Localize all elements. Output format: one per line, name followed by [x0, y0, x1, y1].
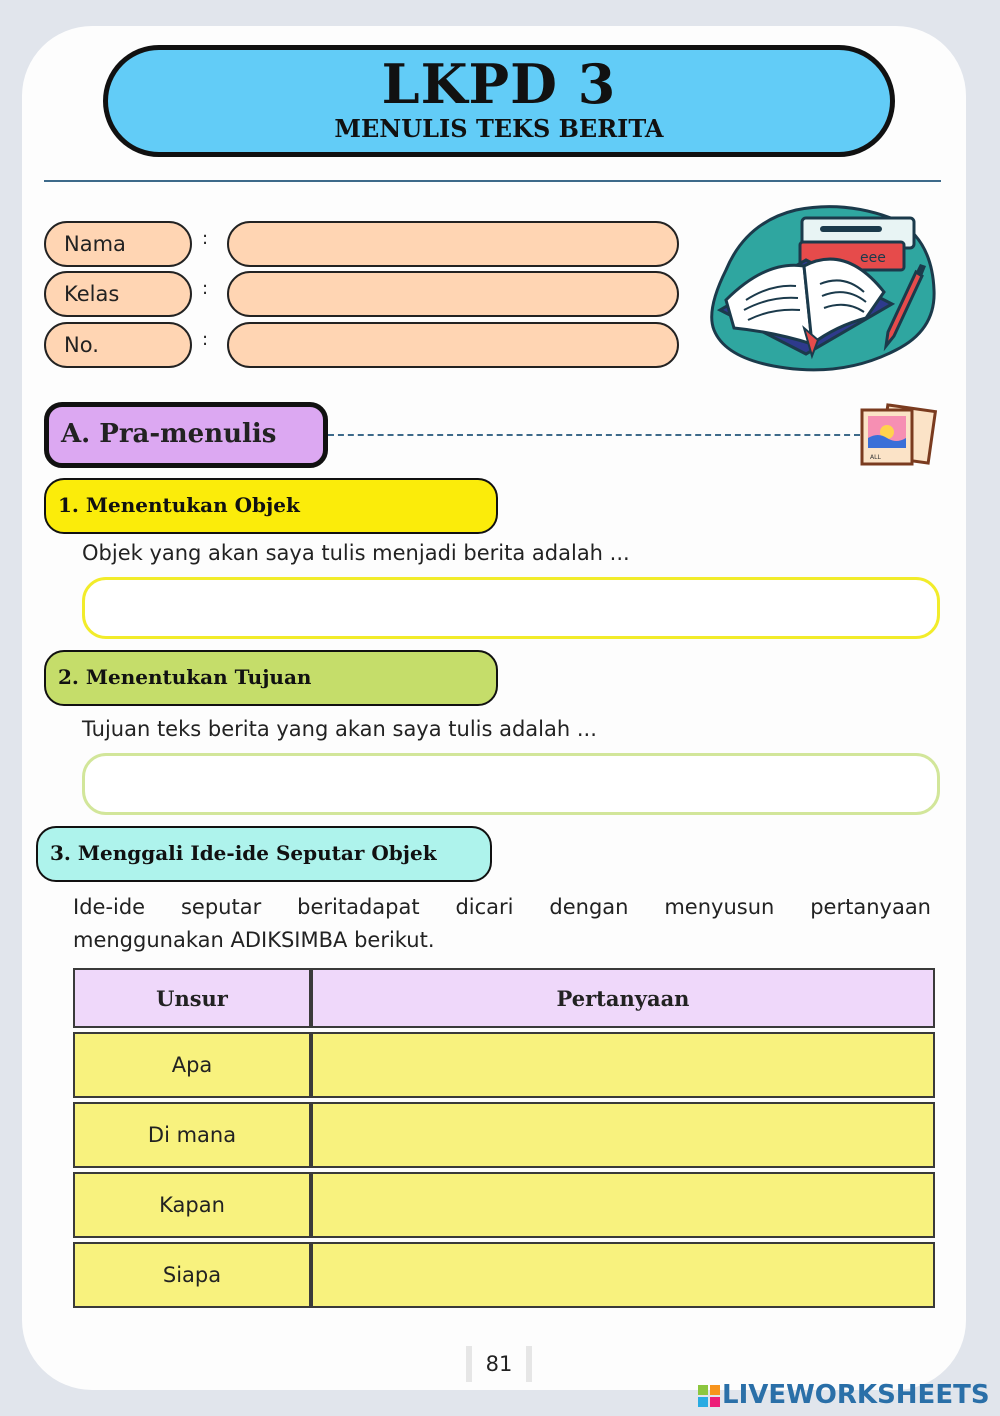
- table-header-row: [73, 968, 935, 1028]
- kelas-colon: :: [202, 278, 209, 299]
- worksheet-title: LKPD 3: [381, 52, 617, 116]
- unsur-cell: Apa: [73, 1032, 311, 1098]
- table-row: [73, 1102, 935, 1168]
- nama-label: Nama: [44, 221, 192, 267]
- section-a-heading: A. Pra-menulis: [44, 402, 328, 468]
- dashed-divider: [328, 434, 860, 436]
- photo-frames-icon: [856, 402, 938, 470]
- step3-paragraph-line2: menggunakan ADIKSIMBA berikut.: [73, 928, 435, 952]
- nama-field[interactable]: [227, 221, 679, 267]
- worksheet-subtitle: MENULIS TEKS BERITA: [334, 114, 664, 143]
- adiksimba-table: [73, 964, 935, 1312]
- books-pencil-icon: [696, 200, 942, 376]
- column-header-pertanyaan: Pertanyaan: [311, 968, 935, 1028]
- title-banner: [103, 45, 895, 157]
- table-row: [73, 1242, 935, 1308]
- step2-heading: 2. Menentukan Tujuan: [44, 650, 498, 706]
- pertanyaan-cell[interactable]: [311, 1032, 935, 1098]
- no-field[interactable]: [227, 322, 679, 368]
- nama-colon: :: [202, 228, 209, 249]
- unsur-cell: Siapa: [73, 1242, 311, 1308]
- pertanyaan-cell[interactable]: [311, 1242, 935, 1308]
- step1-heading: 1. Menentukan Objek: [44, 478, 498, 534]
- kelas-label: Kelas: [44, 271, 192, 317]
- step2-answer-field[interactable]: [82, 753, 940, 815]
- step2-prompt: Tujuan teks berita yang akan saya tulis adalah ...: [82, 717, 597, 741]
- kelas-field[interactable]: [227, 271, 679, 317]
- unsur-cell: Di mana: [73, 1102, 311, 1168]
- watermark[interactable]: LIVEWORKSHEETS: [722, 1380, 990, 1410]
- table-row: [73, 1172, 935, 1238]
- no-colon: :: [202, 329, 209, 350]
- step3-heading: 3. Menggali Ide-ide Seputar Objek: [36, 826, 492, 882]
- pertanyaan-cell[interactable]: [311, 1102, 935, 1168]
- page-number: 81: [466, 1346, 532, 1382]
- svg-text:eee: eee: [860, 250, 886, 266]
- column-header-unsur: Unsur: [73, 968, 311, 1028]
- step3-paragraph-line1: Ide-ide seputar beritadapat dicari dengan menyusun pertanyaan: [73, 895, 931, 919]
- divider: [44, 180, 941, 182]
- liveworksheets-logo-icon: [698, 1385, 720, 1407]
- pertanyaan-cell[interactable]: [311, 1172, 935, 1238]
- step1-prompt: Objek yang akan saya tulis menjadi berita adalah ...: [82, 541, 630, 565]
- svg-text:ALL: ALL: [870, 454, 881, 461]
- no-label: No.: [44, 322, 192, 368]
- table-row: [73, 1032, 935, 1098]
- step1-answer-field[interactable]: [82, 577, 940, 639]
- unsur-cell: Kapan: [73, 1172, 311, 1238]
